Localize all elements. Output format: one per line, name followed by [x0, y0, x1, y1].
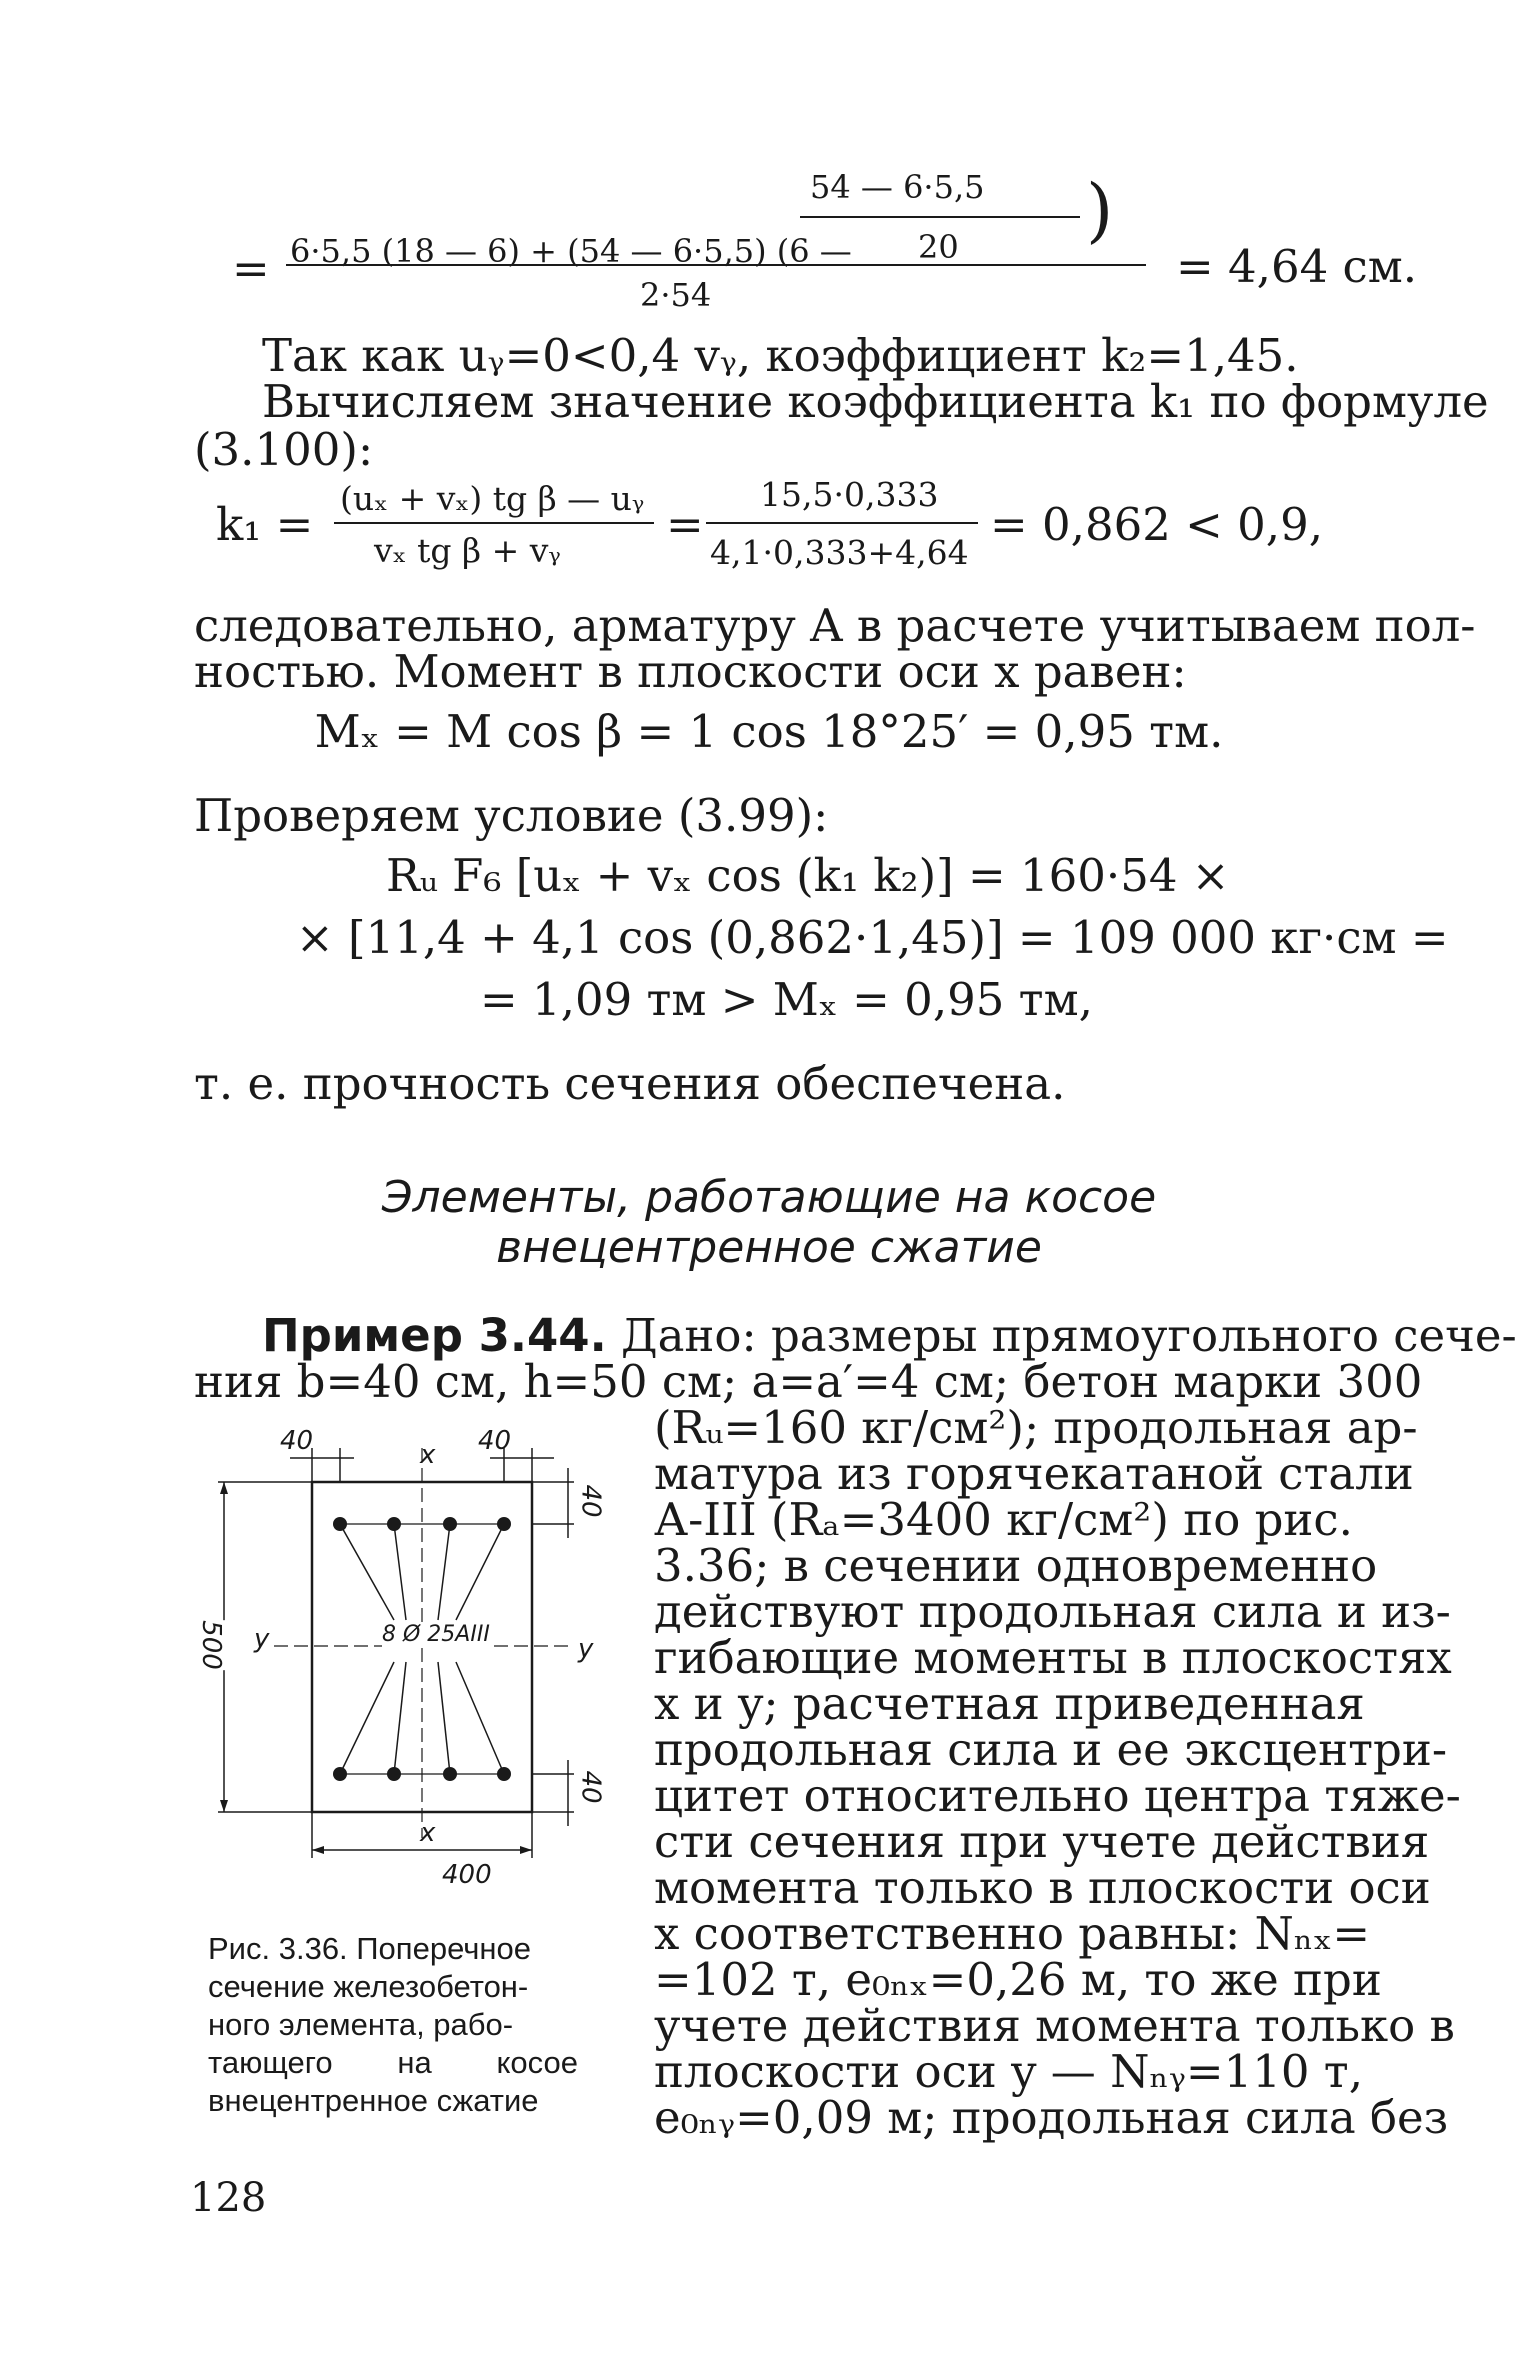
equation-3: Mₓ = M cos β = 1 cos 18°25′ = 0,95 тм.	[314, 705, 1224, 758]
example-right-line: гибающие моменты в плоскостях	[654, 1631, 1452, 1684]
axis-label-x-top: x	[420, 1440, 436, 1470]
eq2-num1: (uₓ + vₓ) tg β — uᵧ	[340, 479, 645, 518]
example-right-line: e₀ₙᵧ=0,09 м; продольная сила без	[654, 2091, 1449, 2144]
cross-section-drawing	[194, 1438, 624, 1908]
eq2-eqsign: =	[666, 498, 704, 551]
paragraph-5: т. е. прочность сечения обеспечена.	[194, 1057, 1066, 1110]
figure-3-36	[194, 1426, 624, 1908]
example-right-line: сти сечения при учете действия	[654, 1815, 1430, 1868]
caption-line: Рис. 3.36. Поперечное	[208, 1931, 532, 1966]
example-right-line: плоскости оси y — Nₙᵧ=110 т,	[654, 2045, 1363, 2098]
example-right-line: матура из горячекатаной стали	[654, 1447, 1414, 1500]
rebar-dot	[387, 1517, 401, 1531]
example-line-1-text: Дано: размеры прямоугольного сече-	[606, 1309, 1517, 1362]
paragraph-3-line-1: следовательно, арматуру A в расчете учитываем пол-	[194, 599, 1476, 652]
dim-label-400: 400	[442, 1860, 492, 1890]
rebar-dot	[387, 1767, 401, 1781]
eq2-den1: vₓ tg β + vᵧ	[374, 531, 561, 570]
axis-label-x-bottom: x	[420, 1818, 436, 1848]
rebar-label: 8 Ø 25AIII	[382, 1622, 490, 1647]
leader-line	[340, 1524, 394, 1620]
equation-4-line-2: × [11,4 + 4,1 cos (0,862·1,45)] = 109 000 кг·см =	[296, 911, 1449, 964]
leader-line	[394, 1524, 406, 1620]
example-line-2: ния b=40 см, h=50 см; a=a′=4 см; бетон марки 300	[194, 1355, 1423, 1408]
eq2-num2: 15,5·0,333	[760, 475, 939, 514]
eq1-numerator: 6·5,5 (18 — 6) + (54 — 6·5,5) (6 —	[290, 232, 852, 270]
leader-line	[438, 1524, 450, 1620]
eq2-den2: 4,1·0,333+4,64	[710, 533, 969, 572]
paragraph-3-line-2: ностью. Момент в плоскости оси x равен:	[194, 645, 1187, 698]
rebar-dot	[497, 1517, 511, 1531]
dim-label-40-top-left: 40	[280, 1426, 314, 1456]
eq2-bar2	[706, 522, 978, 524]
rebar-dot	[333, 1767, 347, 1781]
eq2-result: = 0,862 < 0,9,	[990, 498, 1324, 551]
rebar-dot	[333, 1517, 347, 1531]
dim-400-arrow-left	[312, 1846, 324, 1854]
dim-400-arrow-right	[520, 1846, 532, 1854]
example-right-line: продольная сила и ее эксцентри-	[654, 1723, 1448, 1776]
eq1-lead: =	[232, 242, 270, 295]
leader-line	[438, 1662, 450, 1774]
axis-label-y-right: y	[578, 1634, 594, 1664]
eq1-inner-den: 20	[918, 228, 959, 266]
eq1-close-paren: )	[1086, 169, 1114, 251]
caption-line: сечение железобетон-	[208, 1969, 529, 2004]
dim-label-40-right-bottom: 40	[575, 1770, 606, 1804]
equation-4-line-3: = 1,09 тм > Mₓ = 0,95 тм,	[480, 973, 1093, 1026]
example-right-line: момента только в плоскости оси	[654, 1861, 1431, 1914]
dim-500-arrow-bottom	[220, 1800, 228, 1812]
caption-line: внецентренное сжатие	[208, 2083, 539, 2118]
caption-line: тающего на косое	[208, 2045, 578, 2080]
eq1-result: = 4,64 см.	[1176, 240, 1418, 293]
paragraph-2-line-1: Вычисляем значение коэффициента k₁ по формуле	[262, 375, 1489, 428]
example-right-line: 3.36; в сечении одновременно	[654, 1539, 1378, 1592]
example-right-line: А-III (Rₐ=3400 кг/см²) по рис.	[654, 1493, 1353, 1546]
rebar-dot	[443, 1767, 457, 1781]
caption-line: ного элемента, рабо-	[208, 2007, 514, 2042]
paragraph-2-line-2: (3.100):	[194, 423, 374, 476]
example-right-line: учете действия момента только в	[654, 1999, 1455, 2052]
example-right-line: действуют продольная сила и из-	[654, 1585, 1451, 1638]
page-number: 128	[190, 2175, 267, 2221]
eq2-bar1	[334, 522, 654, 524]
eq1-main-bar	[286, 264, 1146, 266]
eq1-denominator: 2·54	[640, 276, 712, 314]
leader-line	[456, 1524, 504, 1620]
equation-4-line-1: Rᵤ F₆ [uₓ + vₓ cos (k₁ k₂)] = 160·54 ×	[386, 849, 1230, 902]
example-right-line: =102 т, e₀ₙₓ=0,26 м, то же при	[654, 1953, 1382, 2006]
example-right-line: (Rᵤ=160 кг/см²); продольная ар-	[654, 1401, 1418, 1454]
example-right-line: x и y; расчетная приведенная	[654, 1677, 1365, 1730]
eq2-lhs: k₁ =	[216, 498, 314, 551]
example-right-line: цитет относительно центра тяже-	[654, 1769, 1461, 1822]
rebar-dot	[443, 1517, 457, 1531]
dim-label-40-right-top: 40	[575, 1484, 606, 1518]
rebar-dot	[497, 1767, 511, 1781]
paragraph-1: Так как uᵧ=0<0,4 vᵧ, коэффициент k₂=1,45.	[262, 329, 1299, 382]
dim-label-40-top-right: 40	[478, 1426, 512, 1456]
paragraph-4: Проверяем условие (3.99):	[194, 789, 829, 842]
dim-label-500: 500	[195, 1620, 226, 1670]
section-heading-line-2: внецентренное сжатие	[496, 1222, 1042, 1273]
leader-line	[456, 1662, 504, 1774]
example-right-line: x соответственно равны: Nₙₓ=	[654, 1907, 1371, 1960]
example-label: Пример 3.44.	[262, 1309, 607, 1362]
eq1-inner-bar	[800, 216, 1080, 218]
leader-line	[394, 1662, 406, 1774]
section-heading-line-1: Элементы, работающие на косое	[381, 1172, 1157, 1223]
dim-500-arrow-top	[220, 1482, 228, 1494]
eq1-inner-num: 54 — 6·5,5	[810, 168, 985, 206]
axis-label-y-left: y	[254, 1624, 270, 1654]
leader-line	[340, 1662, 394, 1774]
